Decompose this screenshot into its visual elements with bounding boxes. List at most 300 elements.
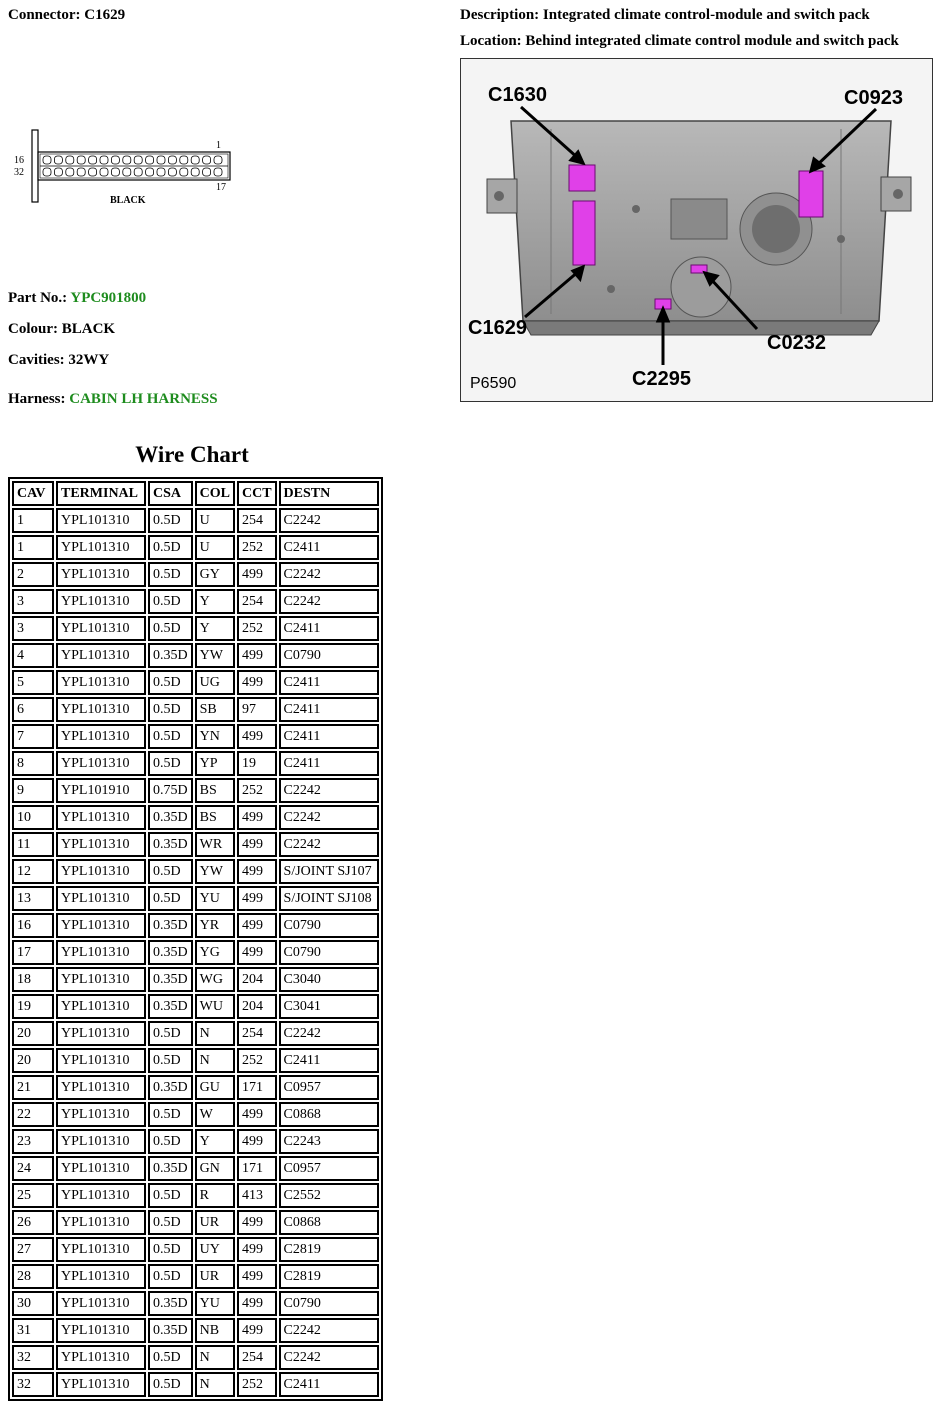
cell-csa: 0.5D bbox=[148, 1264, 193, 1289]
cell-cct: 499 bbox=[237, 805, 277, 830]
cell-csa: 0.5D bbox=[148, 535, 193, 560]
cell-cct: 252 bbox=[237, 616, 277, 641]
connector-colour-label: BLACK bbox=[110, 195, 146, 206]
cell-csa: 0.5D bbox=[148, 1210, 193, 1235]
cell-destn: C0957 bbox=[279, 1075, 379, 1100]
cell-cav: 9 bbox=[12, 778, 54, 803]
cell-cct: 499 bbox=[237, 1291, 277, 1316]
cell-terminal: YPL101310 bbox=[56, 1318, 146, 1343]
table-row bbox=[12, 994, 379, 1019]
pin-cavity bbox=[100, 168, 108, 176]
pin-label-16: 16 bbox=[14, 155, 24, 166]
cell-terminal: YPL101310 bbox=[56, 697, 146, 722]
cavities-value: 32WY bbox=[68, 352, 110, 368]
pin-cavity bbox=[66, 156, 74, 164]
table-row bbox=[12, 1075, 379, 1100]
header-cct: CCT bbox=[237, 481, 277, 506]
cell-cav: 7 bbox=[12, 724, 54, 749]
cell-terminal: YPL101310 bbox=[56, 940, 146, 965]
harness-label: Harness: bbox=[8, 391, 66, 407]
colour-value: BLACK bbox=[61, 321, 116, 337]
cell-terminal: YPL101310 bbox=[56, 967, 146, 992]
harness-link[interactable]: CABIN LH HARNESS bbox=[69, 391, 218, 407]
cell-cav: 8 bbox=[12, 751, 54, 776]
cell-cav: 30 bbox=[12, 1291, 54, 1316]
cell-csa: 0.5D bbox=[148, 751, 193, 776]
cell-col: YU bbox=[195, 1291, 235, 1316]
cell-cct: 499 bbox=[237, 1210, 277, 1235]
cell-destn: C2411 bbox=[279, 616, 379, 641]
callout-c0923: C0923 bbox=[844, 87, 903, 109]
cell-csa: 0.5D bbox=[148, 1021, 193, 1046]
cell-csa: 0.5D bbox=[148, 1048, 193, 1073]
photo-reference: P6590 bbox=[470, 375, 517, 392]
pin-label-17: 17 bbox=[216, 182, 226, 193]
cell-csa: 0.5D bbox=[148, 589, 193, 614]
pin-cavity bbox=[111, 156, 119, 164]
cell-destn: C0868 bbox=[279, 1102, 379, 1127]
table-row bbox=[12, 1291, 379, 1316]
cell-csa: 0.5D bbox=[148, 697, 193, 722]
cell-cct: 499 bbox=[237, 859, 277, 884]
cell-cav: 12 bbox=[12, 859, 54, 884]
cell-cct: 252 bbox=[237, 778, 277, 803]
table-row bbox=[12, 1318, 379, 1343]
connector-label: Connector: bbox=[8, 7, 81, 23]
cell-terminal: YPL101310 bbox=[56, 1075, 146, 1100]
table-row bbox=[12, 940, 379, 965]
cell-csa: 0.5D bbox=[148, 1372, 193, 1397]
cell-cct: 171 bbox=[237, 1156, 277, 1181]
pin-cavity bbox=[168, 156, 176, 164]
table-row bbox=[12, 1021, 379, 1046]
cell-cct: 252 bbox=[237, 1372, 277, 1397]
cell-terminal: YPL101310 bbox=[56, 1291, 146, 1316]
cell-csa: 0.75D bbox=[148, 778, 193, 803]
cell-col: YN bbox=[195, 724, 235, 749]
cell-cav: 21 bbox=[12, 1075, 54, 1100]
connector-face-diagram bbox=[10, 128, 240, 208]
description-label: Description: bbox=[460, 7, 540, 23]
table-header-row bbox=[12, 481, 379, 506]
description-value: Integrated climate control-module and switch pack bbox=[542, 7, 870, 23]
cell-csa: 0.35D bbox=[148, 967, 193, 992]
cell-terminal: YPL101310 bbox=[56, 562, 146, 587]
cell-csa: 0.35D bbox=[148, 1318, 193, 1343]
part-no-line bbox=[8, 290, 146, 307]
cell-cct: 171 bbox=[237, 1075, 277, 1100]
location-line bbox=[460, 33, 899, 50]
cell-csa: 0.35D bbox=[148, 994, 193, 1019]
table-row bbox=[12, 1237, 379, 1262]
cell-destn: C0790 bbox=[279, 1291, 379, 1316]
cell-destn: S/JOINT SJ108 bbox=[279, 886, 379, 911]
cell-csa: 0.35D bbox=[148, 832, 193, 857]
cell-col: UR bbox=[195, 1210, 235, 1235]
cell-cct: 254 bbox=[237, 1021, 277, 1046]
cell-col: W bbox=[195, 1102, 235, 1127]
part-no-label: Part No.: bbox=[8, 290, 68, 306]
pin-cavity bbox=[77, 168, 85, 176]
cell-cct: 499 bbox=[237, 562, 277, 587]
cell-destn: C2552 bbox=[279, 1183, 379, 1208]
cell-terminal: YPL101310 bbox=[56, 859, 146, 884]
cell-col: UG bbox=[195, 670, 235, 695]
cell-csa: 0.5D bbox=[148, 1183, 193, 1208]
cavities-line bbox=[8, 352, 109, 369]
cavities-label: Cavities: bbox=[8, 352, 65, 368]
cell-terminal: YPL101310 bbox=[56, 508, 146, 533]
cell-cct: 254 bbox=[237, 1345, 277, 1370]
cell-col: BS bbox=[195, 778, 235, 803]
cell-cct: 499 bbox=[237, 1237, 277, 1262]
cell-csa: 0.5D bbox=[148, 1129, 193, 1154]
pin-cavity bbox=[191, 156, 199, 164]
pin-cavity bbox=[89, 168, 97, 176]
cell-col: YP bbox=[195, 751, 235, 776]
header-csa: CSA bbox=[148, 481, 193, 506]
cell-destn: C2819 bbox=[279, 1264, 379, 1289]
cell-destn: C2243 bbox=[279, 1129, 379, 1154]
cell-col: UR bbox=[195, 1264, 235, 1289]
cell-destn: C2411 bbox=[279, 1048, 379, 1073]
cell-cct: 413 bbox=[237, 1183, 277, 1208]
cell-cav: 20 bbox=[12, 1021, 54, 1046]
cell-col: N bbox=[195, 1345, 235, 1370]
table-row bbox=[12, 967, 379, 992]
pin-cavity bbox=[134, 156, 142, 164]
table-row bbox=[12, 1156, 379, 1181]
pin-cavity bbox=[203, 168, 211, 176]
wire-chart-table bbox=[8, 477, 383, 1401]
cell-destn: C2411 bbox=[279, 670, 379, 695]
cell-csa: 0.35D bbox=[148, 643, 193, 668]
cell-col: BS bbox=[195, 805, 235, 830]
pin-cavity bbox=[146, 168, 154, 176]
table-row bbox=[12, 1102, 379, 1127]
cell-destn: C2242 bbox=[279, 1318, 379, 1343]
pin-cavity bbox=[203, 156, 211, 164]
cell-col: WU bbox=[195, 994, 235, 1019]
cell-col: YW bbox=[195, 859, 235, 884]
cell-destn: C2242 bbox=[279, 1345, 379, 1370]
description-line bbox=[460, 7, 870, 24]
callout-c0232: C0232 bbox=[767, 332, 826, 354]
pin-cavity bbox=[111, 168, 119, 176]
cell-destn: C2242 bbox=[279, 508, 379, 533]
location-label: Location: bbox=[460, 33, 522, 49]
cell-col: YR bbox=[195, 913, 235, 938]
pin-cavity bbox=[134, 168, 142, 176]
part-no-link[interactable]: YPC901800 bbox=[70, 290, 147, 306]
cell-cct: 254 bbox=[237, 508, 277, 533]
cell-destn: C2242 bbox=[279, 805, 379, 830]
cell-cct: 499 bbox=[237, 670, 277, 695]
cell-cav: 19 bbox=[12, 994, 54, 1019]
cell-col: YU bbox=[195, 886, 235, 911]
pin-cavity bbox=[146, 156, 154, 164]
cell-destn: C2411 bbox=[279, 751, 379, 776]
pin-cavity bbox=[43, 156, 51, 164]
pin-cavity bbox=[157, 168, 165, 176]
pin-cavity bbox=[54, 168, 62, 176]
cell-cav: 1 bbox=[12, 535, 54, 560]
cell-terminal: YPL101310 bbox=[56, 589, 146, 614]
cell-terminal: YPL101310 bbox=[56, 1237, 146, 1262]
header-destn: DESTN bbox=[279, 481, 379, 506]
pin-cavity bbox=[123, 168, 131, 176]
cell-cct: 252 bbox=[237, 1048, 277, 1073]
wire-chart-body bbox=[12, 508, 379, 1397]
cell-cav: 11 bbox=[12, 832, 54, 857]
cell-terminal: YPL101910 bbox=[56, 778, 146, 803]
cell-col: U bbox=[195, 535, 235, 560]
table-row bbox=[12, 751, 379, 776]
cell-terminal: YPL101310 bbox=[56, 535, 146, 560]
cell-terminal: YPL101310 bbox=[56, 1264, 146, 1289]
cell-cav: 22 bbox=[12, 1102, 54, 1127]
cell-csa: 0.35D bbox=[148, 940, 193, 965]
pin-cavity bbox=[77, 156, 85, 164]
table-row bbox=[12, 1264, 379, 1289]
cell-cav: 3 bbox=[12, 616, 54, 641]
cell-col: N bbox=[195, 1021, 235, 1046]
cell-terminal: YPL101310 bbox=[56, 1210, 146, 1235]
cell-terminal: YPL101310 bbox=[56, 1129, 146, 1154]
cell-cct: 499 bbox=[237, 886, 277, 911]
cell-csa: 0.5D bbox=[148, 1102, 193, 1127]
pin-cavity bbox=[191, 168, 199, 176]
cell-cav: 32 bbox=[12, 1345, 54, 1370]
cell-destn: C0868 bbox=[279, 1210, 379, 1235]
pin-label-1: 1 bbox=[216, 140, 221, 151]
table-row bbox=[12, 616, 379, 641]
cell-col: YG bbox=[195, 940, 235, 965]
callout-c2295: C2295 bbox=[632, 368, 691, 390]
cell-destn: C0790 bbox=[279, 940, 379, 965]
cell-cav: 6 bbox=[12, 697, 54, 722]
cell-destn: C2242 bbox=[279, 562, 379, 587]
cell-col: YW bbox=[195, 643, 235, 668]
cell-cct: 499 bbox=[237, 1318, 277, 1343]
cell-csa: 0.5D bbox=[148, 616, 193, 641]
cell-cav: 28 bbox=[12, 1264, 54, 1289]
pin-row-top bbox=[43, 156, 222, 164]
cell-cav: 1 bbox=[12, 508, 54, 533]
cell-cct: 499 bbox=[237, 940, 277, 965]
table-row bbox=[12, 913, 379, 938]
table-row bbox=[12, 508, 379, 533]
connector-c0923-highlight bbox=[799, 171, 823, 217]
cell-cav: 18 bbox=[12, 967, 54, 992]
cell-cct: 499 bbox=[237, 1102, 277, 1127]
cell-destn: C2411 bbox=[279, 1372, 379, 1397]
cell-cct: 254 bbox=[237, 589, 277, 614]
cell-destn: C0957 bbox=[279, 1156, 379, 1181]
table-row bbox=[12, 643, 379, 668]
cell-col: N bbox=[195, 1372, 235, 1397]
cell-terminal: YPL101310 bbox=[56, 643, 146, 668]
cell-terminal: YPL101310 bbox=[56, 1102, 146, 1127]
cell-cct: 499 bbox=[237, 724, 277, 749]
cell-cav: 32 bbox=[12, 1372, 54, 1397]
table-row bbox=[12, 697, 379, 722]
cell-csa: 0.5D bbox=[148, 670, 193, 695]
callout-c1629: C1629 bbox=[468, 317, 527, 339]
cell-csa: 0.5D bbox=[148, 1237, 193, 1262]
cell-cav: 3 bbox=[12, 589, 54, 614]
table-row bbox=[12, 832, 379, 857]
table-row bbox=[12, 1372, 379, 1397]
cell-col: R bbox=[195, 1183, 235, 1208]
location-value: Behind integrated climate control module and switch pack bbox=[525, 33, 899, 49]
cell-csa: 0.35D bbox=[148, 1291, 193, 1316]
pin-cavity bbox=[123, 156, 131, 164]
cell-cct: 97 bbox=[237, 697, 277, 722]
colour-label: Colour: bbox=[8, 321, 58, 337]
table-row bbox=[12, 589, 379, 614]
pin-cavity bbox=[180, 168, 188, 176]
cell-col: SB bbox=[195, 697, 235, 722]
cell-destn: C3040 bbox=[279, 967, 379, 992]
cell-col: N bbox=[195, 1048, 235, 1073]
wire-chart-title: Wire Chart bbox=[135, 442, 249, 467]
cell-cct: 252 bbox=[237, 535, 277, 560]
cell-cav: 24 bbox=[12, 1156, 54, 1181]
pin-cavity bbox=[157, 156, 165, 164]
table-row bbox=[12, 859, 379, 884]
location-photo bbox=[460, 58, 933, 402]
cell-destn: C2242 bbox=[279, 1021, 379, 1046]
table-row bbox=[12, 1345, 379, 1370]
cell-cav: 26 bbox=[12, 1210, 54, 1235]
cell-cct: 499 bbox=[237, 832, 277, 857]
table-row bbox=[12, 886, 379, 911]
cell-cav: 31 bbox=[12, 1318, 54, 1343]
cell-cct: 499 bbox=[237, 1129, 277, 1154]
cell-col: Y bbox=[195, 1129, 235, 1154]
cell-destn: S/JOINT SJ107 bbox=[279, 859, 379, 884]
table-row bbox=[12, 1183, 379, 1208]
cell-terminal: YPL101310 bbox=[56, 832, 146, 857]
cell-csa: 0.5D bbox=[148, 886, 193, 911]
cell-cav: 25 bbox=[12, 1183, 54, 1208]
cell-col: GU bbox=[195, 1075, 235, 1100]
header-cav: CAV bbox=[12, 481, 54, 506]
cell-cav: 4 bbox=[12, 643, 54, 668]
cell-destn: C2242 bbox=[279, 778, 379, 803]
cell-csa: 0.5D bbox=[148, 508, 193, 533]
cell-col: GN bbox=[195, 1156, 235, 1181]
cell-destn: C2819 bbox=[279, 1237, 379, 1262]
cell-cav: 13 bbox=[12, 886, 54, 911]
cell-cct: 204 bbox=[237, 967, 277, 992]
cell-col: UY bbox=[195, 1237, 235, 1262]
cell-cav: 5 bbox=[12, 670, 54, 695]
table-row bbox=[12, 535, 379, 560]
cell-cav: 23 bbox=[12, 1129, 54, 1154]
cell-cav: 27 bbox=[12, 1237, 54, 1262]
cell-destn: C0790 bbox=[279, 643, 379, 668]
pin-cavity bbox=[43, 168, 51, 176]
cell-csa: 0.5D bbox=[148, 562, 193, 587]
cell-terminal: YPL101310 bbox=[56, 1345, 146, 1370]
pin-cavity bbox=[89, 156, 97, 164]
cell-csa: 0.35D bbox=[148, 1156, 193, 1181]
cell-terminal: YPL101310 bbox=[56, 616, 146, 641]
connector-c1630-highlight bbox=[569, 165, 595, 191]
cell-csa: 0.35D bbox=[148, 913, 193, 938]
pin-cavity bbox=[180, 156, 188, 164]
cell-col: U bbox=[195, 508, 235, 533]
cell-csa: 0.5D bbox=[148, 724, 193, 749]
cell-col: WG bbox=[195, 967, 235, 992]
cell-destn: C2242 bbox=[279, 832, 379, 857]
cell-terminal: YPL101310 bbox=[56, 994, 146, 1019]
header-terminal: TERMINAL bbox=[56, 481, 146, 506]
pin-label-32: 32 bbox=[14, 167, 24, 178]
pin-cavity bbox=[214, 156, 222, 164]
cell-terminal: YPL101310 bbox=[56, 913, 146, 938]
cell-cav: 2 bbox=[12, 562, 54, 587]
cell-terminal: YPL101310 bbox=[56, 670, 146, 695]
cell-destn: C2242 bbox=[279, 589, 379, 614]
pin-cavity bbox=[66, 168, 74, 176]
cell-destn: C3041 bbox=[279, 994, 379, 1019]
cell-terminal: YPL101310 bbox=[56, 805, 146, 830]
cell-csa: 0.5D bbox=[148, 859, 193, 884]
cell-csa: 0.35D bbox=[148, 1075, 193, 1100]
cell-cav: 20 bbox=[12, 1048, 54, 1073]
cell-cav: 16 bbox=[12, 913, 54, 938]
cell-cct: 499 bbox=[237, 643, 277, 668]
cell-destn: C2411 bbox=[279, 724, 379, 749]
table-row bbox=[12, 724, 379, 749]
pin-cavity bbox=[214, 168, 222, 176]
callout-c1630: C1630 bbox=[488, 84, 547, 106]
harness-line bbox=[8, 391, 218, 408]
cell-col: Y bbox=[195, 616, 235, 641]
cell-col: Y bbox=[195, 589, 235, 614]
table-row bbox=[12, 670, 379, 695]
table-row bbox=[12, 805, 379, 830]
cell-terminal: YPL101310 bbox=[56, 1183, 146, 1208]
cell-terminal: YPL101310 bbox=[56, 1156, 146, 1181]
cell-cct: 204 bbox=[237, 994, 277, 1019]
cell-col: NB bbox=[195, 1318, 235, 1343]
module-illustration bbox=[461, 59, 931, 400]
cell-terminal: YPL101310 bbox=[56, 724, 146, 749]
colour-line bbox=[8, 321, 115, 338]
cell-terminal: YPL101310 bbox=[56, 1372, 146, 1397]
cell-cct: 499 bbox=[237, 1264, 277, 1289]
connector-face-svg bbox=[10, 128, 240, 208]
connector-id: C1629 bbox=[84, 7, 126, 23]
cell-cav: 10 bbox=[12, 805, 54, 830]
cell-cct: 499 bbox=[237, 913, 277, 938]
cell-destn: C2411 bbox=[279, 697, 379, 722]
cell-destn: C2411 bbox=[279, 535, 379, 560]
cell-terminal: YPL101310 bbox=[56, 1021, 146, 1046]
header-col: COL bbox=[195, 481, 235, 506]
cell-col: GY bbox=[195, 562, 235, 587]
cell-cav: 17 bbox=[12, 940, 54, 965]
table-row bbox=[12, 562, 379, 587]
cell-csa: 0.5D bbox=[148, 1345, 193, 1370]
table-row bbox=[12, 778, 379, 803]
cell-cct: 19 bbox=[237, 751, 277, 776]
table-row bbox=[12, 1210, 379, 1235]
